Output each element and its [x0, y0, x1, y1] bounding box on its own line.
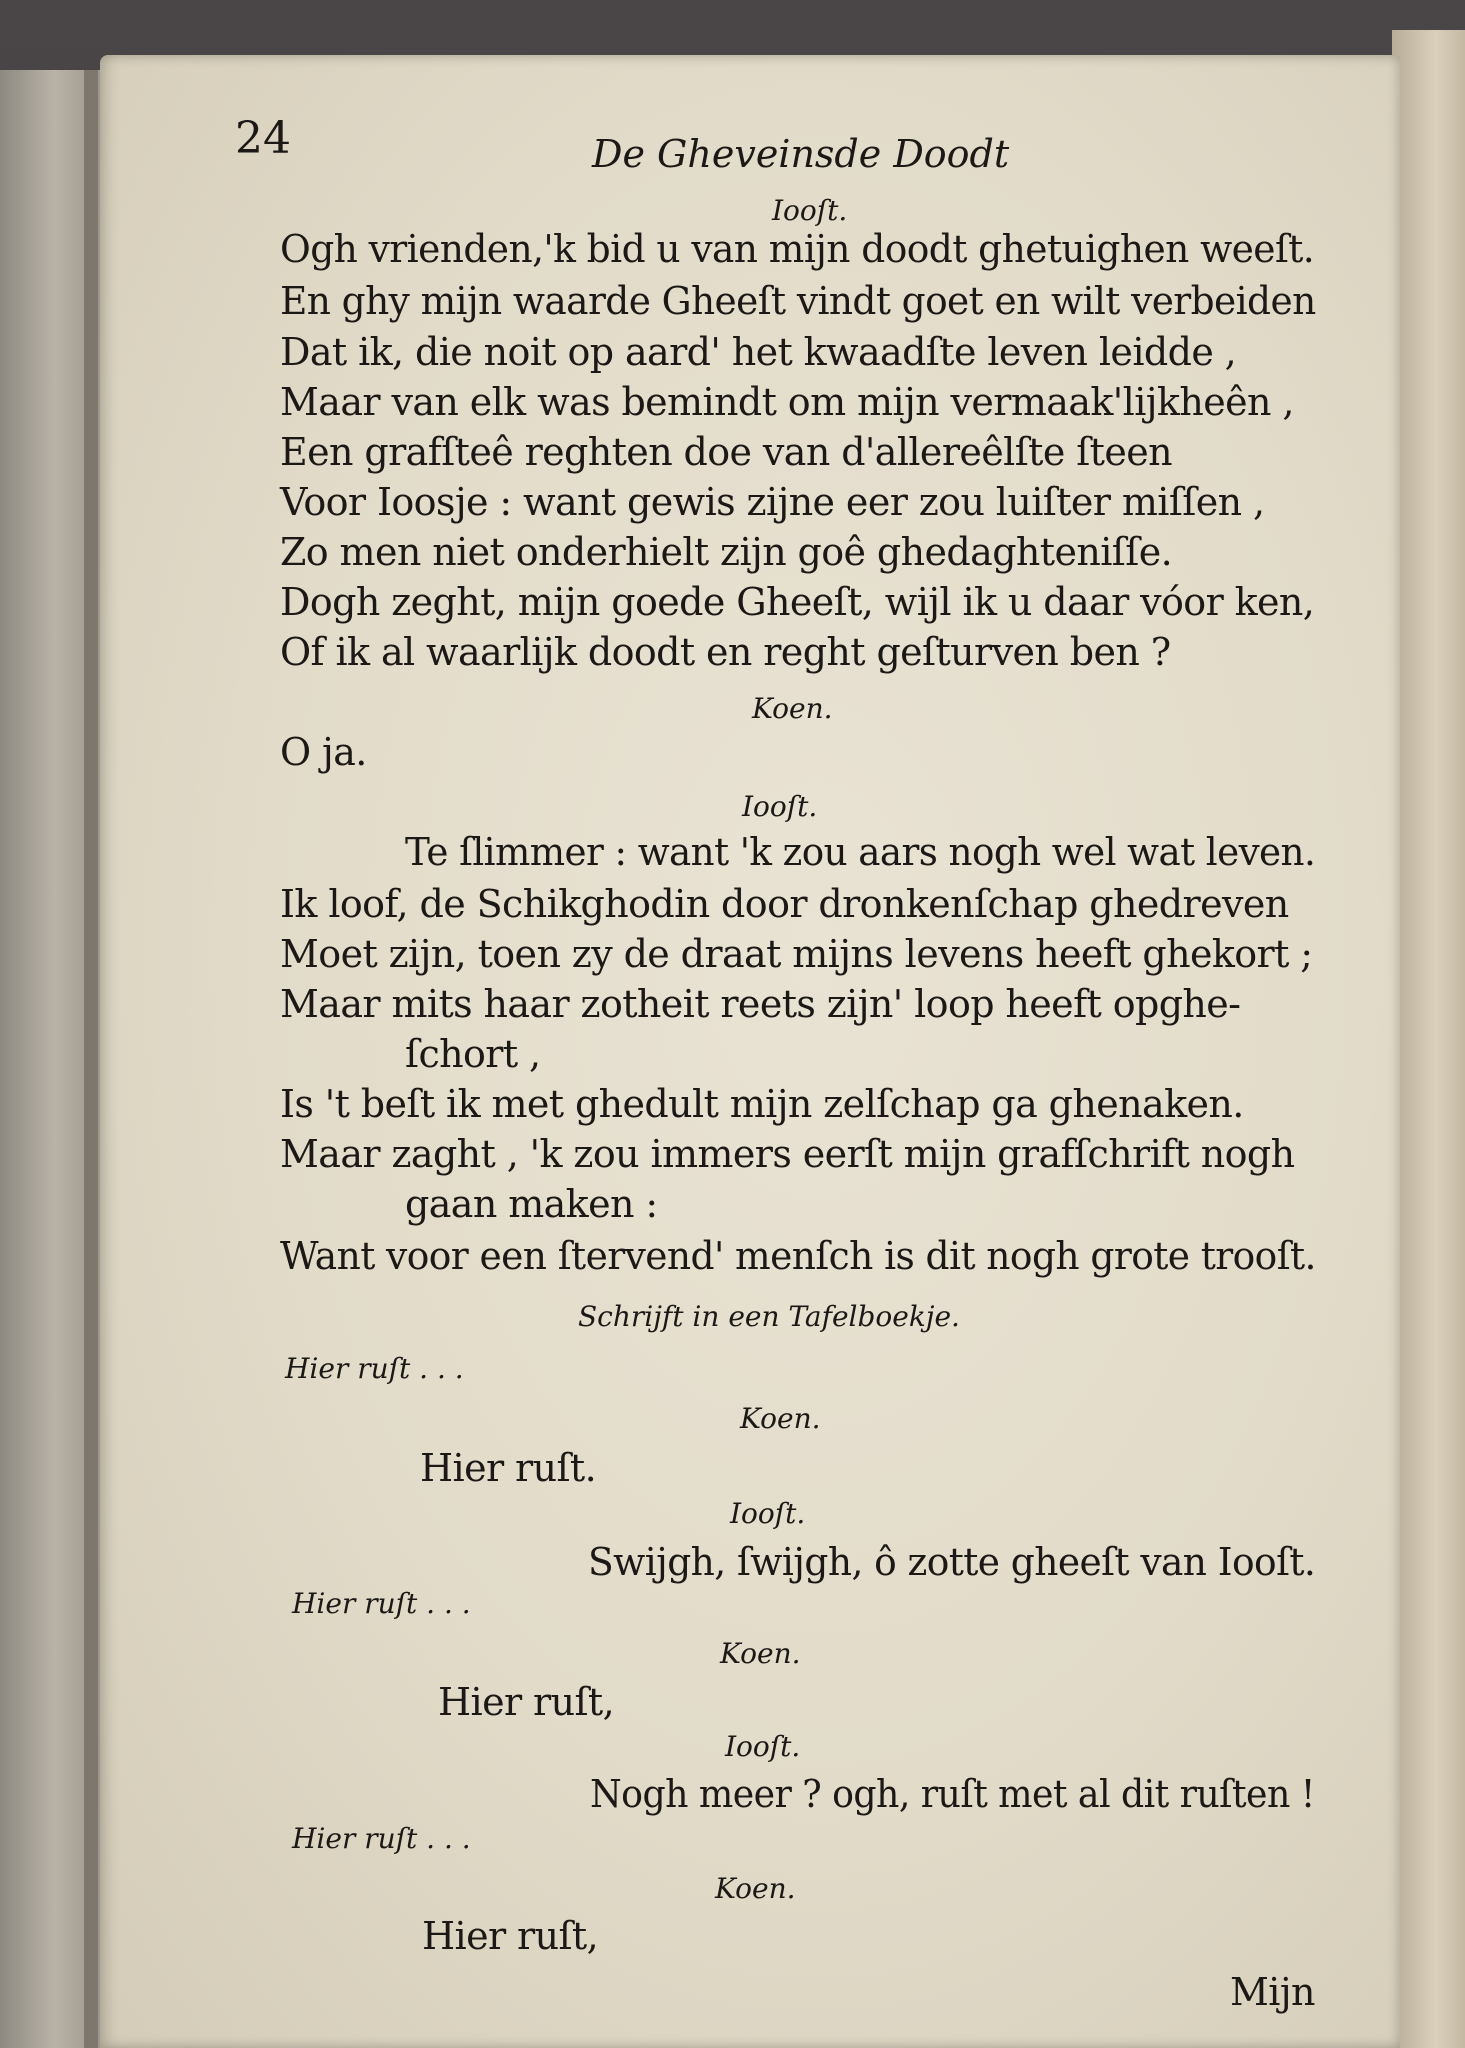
verse-line: gaan maken : — [405, 1182, 658, 1226]
speaker-name: Iooſt. — [730, 1497, 806, 1530]
verse-line: Maar van elk was bemindt om mijn vermaak'lijkheên , — [280, 380, 1294, 424]
verse-line: Nogh meer ? ogh, ruſt met al dit ruſten ! — [590, 1772, 1315, 1816]
epitaph-line: Hier ruſt . . . — [292, 1587, 471, 1620]
speaker-name: Iooſt. — [742, 790, 818, 823]
book-page — [100, 55, 1400, 2048]
verse-line: Is 't beſt ik met ghedult mijn zelſchap ga ghenaken. — [280, 1082, 1244, 1126]
speaker-name: Iooſt. — [772, 194, 848, 227]
verse-line: Maar mits haar zotheit reets zijn' loop heeft opghe- — [280, 982, 1241, 1026]
speaker-name: Koen. — [720, 1637, 801, 1670]
speaker-name: Koen. — [752, 692, 833, 725]
verse-line: Zo men niet onderhielt zijn goê ghedaghteniſſe. — [280, 530, 1173, 574]
verse-line: Dat ik, die noit op aard' het kwaadſte leven leidde , — [280, 330, 1237, 374]
verse-line: En ghy mijn waarde Gheeſt vindt goet en wilt verbeiden — [280, 279, 1316, 323]
verse-line: Te ſlimmer : want 'k zou aars nogh wel wat leven. — [405, 830, 1316, 874]
verse-line: Of ik al waarlijk doodt en reght geſturven ben ? — [280, 630, 1171, 674]
epitaph-line: Hier ruſt . . . — [285, 1352, 464, 1385]
verse-line: Want voor een ſtervend' menſch is dit nogh grote trooſt. — [280, 1234, 1316, 1278]
speaker-name: Koen. — [740, 1402, 821, 1435]
verse-line: Maar zaght , 'k zou immers eerſt mijn grafſchrift nogh — [280, 1132, 1295, 1176]
catchword: Mijn — [1230, 1970, 1315, 2014]
verse-line: Dogh zeght, mijn goede Gheeſt, wijl ik u daar vóor ken, — [280, 580, 1315, 624]
verse-line: ſchort , — [405, 1032, 541, 1076]
page-stack-edge — [84, 70, 98, 2048]
verse-line: Ogh vrienden,'k bid u van mijn doodt ghetuighen weeſt. — [280, 227, 1315, 271]
verse-line: O ja. — [280, 730, 367, 774]
verse-line: Een grafſteê reghten doe van d'allereêlſte ſteen — [280, 430, 1172, 474]
verse-line: Moet zijn, toen zy de draat mijns levens heeft ghekort ; — [280, 932, 1313, 976]
running-title: De Gheveinsde Doodt — [592, 132, 1010, 176]
verse-line: Hier ruſt, — [422, 1914, 599, 1958]
speaker-name: Iooſt. — [725, 1730, 801, 1763]
verse-line: Hier ruſt. — [420, 1446, 597, 1490]
verse-line: Ik loof, de Schikghodin door dronkenſchap ghedreven — [280, 882, 1289, 926]
verse-line: Swijgh, ſwijgh, ô zotte gheeſt van Iooſt. — [588, 1540, 1316, 1584]
epitaph-line: Hier ruſt . . . — [292, 1822, 471, 1855]
verse-line: Voor Ioosje : want gewis zijne eer zou luiſter miſſen , — [280, 480, 1265, 524]
page-number: 24 — [235, 113, 291, 164]
speaker-name: Koen. — [715, 1872, 796, 1905]
stage-direction: Schrijft in een Tafelboekje. — [578, 1300, 960, 1333]
right-page-edge — [1392, 30, 1465, 2048]
verse-line: Hier ruſt, — [438, 1680, 615, 1724]
